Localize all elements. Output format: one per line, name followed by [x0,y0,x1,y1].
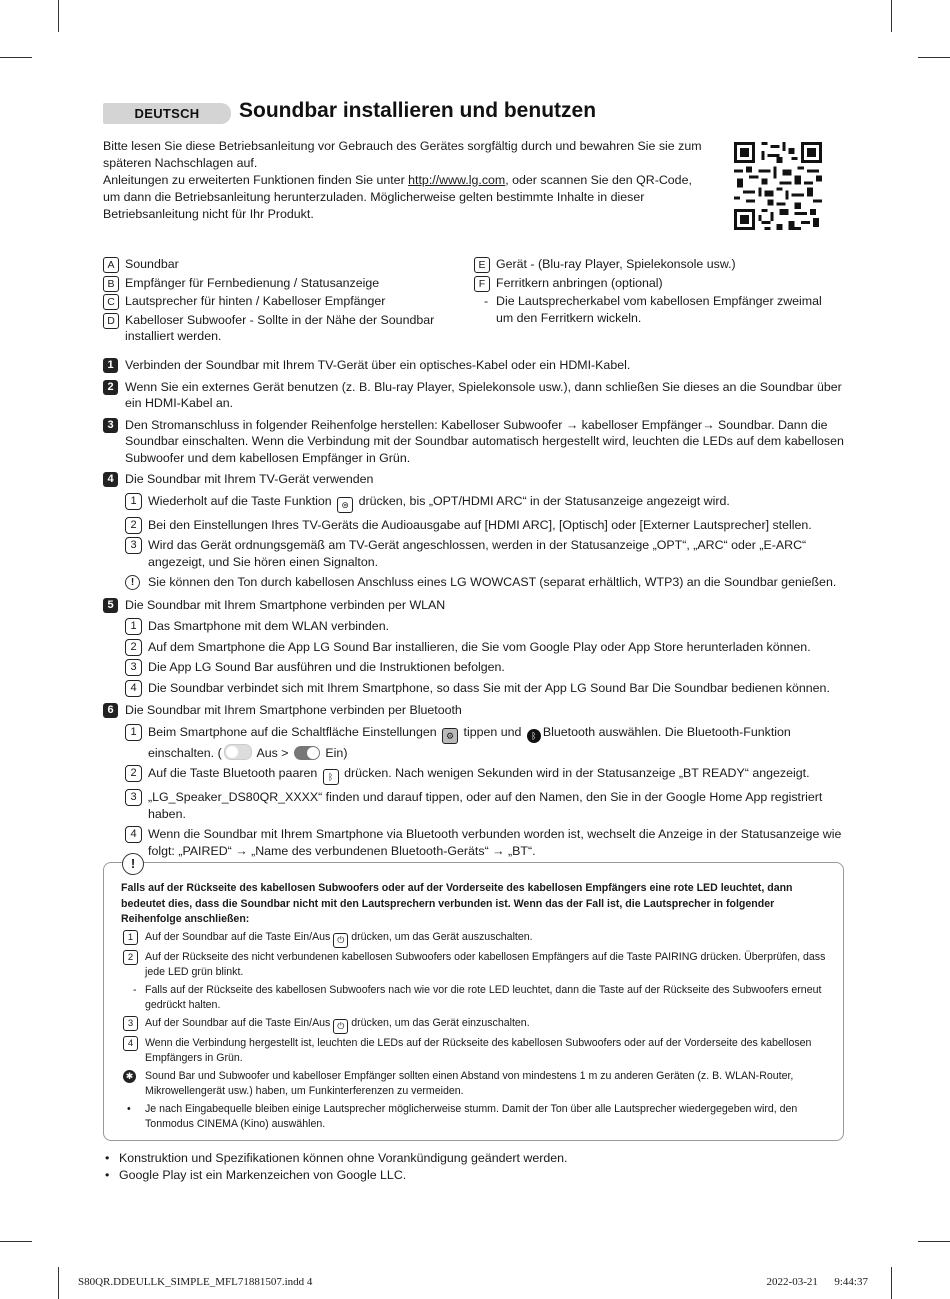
notice-text: Wenn die Verbindung hergestellt ist, leuchten die LEDs auf der Rückseite des kabellosen Subwoofers oder auf der Vorderseite des kabellosen Empfängers in Grün. [145,1036,812,1064]
arrow-right-icon: → [235,843,248,858]
sub-step-text: . [532,843,536,858]
notice-text: Je nach Eingabequelle bleiben einige Lautsprecher möglicherweise stumm. Damit der Ton über alle Lautsprecher wiedergegeben wird, den Tonmodus CINEMA (Kino) auswählen. [145,1102,798,1130]
bullet-marker: • [105,1168,110,1182]
qr-code [734,142,822,230]
notice-lead: Falls auf der Rückseite des kabellosen Subwoofers oder auf der Vorderseite des kabellosen Empfängers eine rote LED leuchtet, dann bedeutet dies, dass die Soundbar nicht mit den Lautsprechern verbunden ist. Wenn das der Fall ist, die Lautsprecher in folgender Reihenfolge anschließen: [121,882,793,925]
toggle-knob [226,746,238,758]
part-letter: D [103,313,119,329]
part-letter: F [474,276,490,292]
notice-text: Falls auf der Rückseite des kabellosen Subwoofers nach wie vor die rote LED leuchtet, dann die Taste auf der Rückseite des Subwoofers erneut gedrückt halten. [145,983,822,1011]
key-label: Ein/Aus [293,930,331,943]
bluetooth-button-icon: ᛒ [323,769,339,785]
sub-step-text: Das Smartphone mit dem WLAN verbinden. [148,619,390,633]
status-value: „BT“ [508,843,533,858]
instruction-steps [103,357,848,859]
parts-list-left [103,256,448,347]
notice-item-2 [121,950,831,981]
notice-item-number: 1 [123,930,138,945]
step-4 [103,471,848,488]
print-footer-timestamp [767,1276,868,1288]
key-label: Funktion [284,493,332,508]
part-label: Gerät - (Blu-ray Player, Spielekonsole usw.) [496,257,736,271]
sub-step-text: > [277,745,292,760]
bluetooth-label: Bluetooth [406,827,459,841]
arrow-right-icon: → [702,417,715,432]
part-item-d [103,312,448,345]
notice-item-bullet [121,1102,831,1133]
sub-step-text: Die Soundbar verbindet sich mit Ihrem Smartphone, so dass Sie mit der [148,680,545,695]
app-name: App LG Sound Bar [544,680,649,695]
status-value: „ARC“ [693,538,728,552]
part-label: Soundbar [125,257,179,271]
part-item-b [103,275,448,292]
sub-step-number: 2 [125,517,142,534]
status-value: „BT READY“ [678,766,749,780]
sub-step-text: angezeigt. [748,766,810,780]
sub-step-text: Auf dem Smartphone die [148,639,288,654]
step-heading: Die Soundbar mit Ihrem TV-Gerät verwenden [125,472,374,486]
sub-step-text: Die Soundbar bedienen können. [648,680,830,695]
step-5-sub-4 [103,680,848,697]
arrow-right-icon: → [565,417,579,432]
intro-text [103,138,703,223]
notice-item-number: 2 [123,950,138,965]
power-icon: ⏻ [333,933,348,948]
sub-step-number: 3 [125,789,142,806]
page-header [103,101,843,127]
footnotes [103,1150,843,1184]
step-text: Wenn Sie ein externes Gerät benutzen (z. B. Blu-ray Player, Spielekonsole usw.), dann schließen Sie dieses an die Soundbar über ein HDMI-Kabel an. [125,379,842,410]
sub-step-text: ausführen und die Instruktionen befolgen. [273,660,505,674]
part-letter: B [103,276,119,292]
step-1 [103,357,848,374]
crop-mark [0,57,32,58]
notice-text: drücken, um das Gerät auszuschalten. [348,930,533,943]
notice-item-4 [121,1036,831,1067]
notice-item-2-dash [121,983,831,1014]
step-number-badge: 2 [103,380,118,395]
crop-mark [58,0,59,32]
toggle-on-label: Ein [325,745,344,760]
toggle-knob [307,747,319,759]
step-5-sub-2 [103,639,848,656]
power-icon: ⏻ [333,1019,348,1034]
step-number-badge: 3 [103,418,118,433]
part-item-e [474,256,834,273]
step-5 [103,597,848,614]
intro-paragraph: Bitte lesen Sie diese Betriebsanleitung vor Gebrauch des Gerätes sorgfältig durch und bewahren Sie sie zum späteren Nachschlagen auf. [103,139,702,170]
page-title: Soundbar installieren und benutzen [239,99,597,122]
toggle-on-icon [294,746,320,760]
status-value: „OPT“ [652,538,687,552]
arrow-right-icon: → [492,843,505,858]
part-label: Kabelloser Subwoofer - Sollte in der Nähe der Soundbar installiert werden. [125,312,435,343]
crop-mark [891,1267,892,1299]
sub-step-number: 3 [125,537,142,554]
part-item-f [474,275,834,292]
sub-step-text: oder [727,538,760,552]
step-6-sub-2 [103,765,848,785]
notice-item-1 [121,930,831,948]
sub-step-text: tippen und [460,724,525,739]
toggle-off-icon [224,744,252,760]
notice-text: Auf der Soundbar auf die Taste [145,1016,294,1029]
step-6 [103,702,848,719]
notice-box [103,856,844,1141]
toggle-off-label: Aus [256,745,278,760]
part-letter: A [103,257,119,273]
intro-text-part: , oder scannen Sie den QR-Code, um dann die Betriebsanleitung herunterzuladen. Möglicherweise gelten bestimmte Inhalte in dieser Betriebsanleitung nicht für Ihr Produkt. [103,173,692,221]
step-2 [103,379,848,412]
sub-step-text: auswählen. Die [595,724,687,739]
intro-paragraph [103,172,703,223]
sub-step-text: „LG_Speaker_DS80QR_XXXX“ finden und darauf tippen, oder auf den Namen, den Sie in der Google Home App registriert haben. [148,790,823,821]
step-text-part: kabelloser Empfänger [578,417,703,432]
sub-step-text: Bei den Einstellungen Ihres TV-Geräts die Audioausgabe auf [HDMI ARC], [Optisch] oder [Externer Lautsprecher] stellen. [148,517,812,532]
sub-step-number: 4 [125,680,142,697]
bullet-marker: • [105,1151,110,1165]
step-6-sub-3 [103,789,848,822]
step-number-badge: 5 [103,598,118,613]
step-heading: Die Soundbar mit Ihrem Smartphone verbinden per Bluetooth [125,703,462,717]
step-6-sub-1 [103,724,848,762]
crop-mark [918,1241,950,1242]
sub-step-text: verbunden worden ist, wechselt die Anzeige in der Statusanzeige wie folgt: [148,827,842,858]
sub-step-number: 2 [125,639,142,656]
step-text-part: Den Stromanschluss in folgender Reihenfolge herstellen: Kabelloser Subwoofer [125,417,566,432]
crop-mark [891,0,892,32]
key-label: Bluetooth paaren [222,766,318,780]
crop-mark [0,1241,32,1242]
step-number-badge: 4 [103,472,118,487]
notice-text: Sound Bar und Subwoofer und kabelloser Empfänger sollten einen Abstand von mindestens 1 m zu anderen Geräten (z. B. WLAN-Router, Mikrowellengerät usw.) haben, um Funkinterferenzen zu vermeiden. [145,1069,794,1097]
intro-text-part: Anleitungen zu erweiterten Funktionen finden Sie unter [103,173,409,187]
exclamation-icon: ! [125,575,140,590]
bullet-marker: • [127,1102,131,1115]
note-text: Sie können den Ton durch kabellosen Anschluss eines LG WOWCAST (separat erhältlich, WTP3) an die Soundbar genießen. [148,575,837,589]
step-4-sub-2 [103,517,848,534]
notice-body [121,881,831,1133]
notice-item-star [121,1069,831,1100]
status-value: „PAIRED“ [178,843,232,858]
notice-item-number: 3 [123,1016,138,1031]
notice-text: drücken. Überprüfen, dass jede LED grün blinkt. [145,950,826,978]
part-label: Ferritkern anbringen (optional) [496,275,663,290]
notice-item-number: 4 [123,1036,138,1051]
step-4-sub-3 [103,537,848,570]
caution-star-icon: ✱ [123,1070,136,1083]
sub-step-number: 1 [125,618,142,635]
language-tag: DEUTSCH [103,103,231,124]
key-label: PAIRING [654,950,698,963]
crop-mark [918,57,950,58]
crop-mark [58,1267,59,1299]
sub-step-text: Wird das Gerät ordnungsgemäß am TV-Gerät angeschlossen, werden in der Statusanzeige [148,538,653,552]
footnote-text: Google Play ist ein Markenzeichen von Google LLC. [119,1168,407,1182]
status-value: „E-ARC“ [759,538,807,552]
footnote [103,1150,843,1167]
sub-step-text: , [686,538,694,552]
sub-step-number: 1 [125,493,142,510]
step-text: Verbinden der Soundbar mit Ihrem TV-Gerät über ein optisches-Kabel oder ein HDMI-Kabel. [125,358,631,372]
bluetooth-icon: ᛒ [527,729,541,743]
sub-step-number: 2 [125,765,142,782]
parts-list-right [474,256,834,326]
footnote [103,1167,843,1184]
sub-step-text: in der Statusanzeige angezeigt wird. [526,493,730,508]
sub-step-text: Wenn die Soundbar mit Ihrem Smartphone via [148,827,407,841]
sub-step-text: drücken. Nach wenigen Sekunden wird in der Statusanzeige [340,766,679,780]
sub-step-text: angezeigt, und Sie hören einen Signalton. [148,554,379,569]
settings-label: Einstellungen [362,724,437,739]
lg-website-link[interactable]: http://www.lg.com [408,173,506,187]
notice-item-3 [121,1016,831,1034]
part-label: Empfänger für Fernbedienung / Statusanzeige [125,275,380,290]
sub-step-text: Auf die Taste [148,766,223,780]
dash-marker: - [484,294,489,308]
bluetooth-label: Bluetooth [686,724,740,739]
sub-step-text: Die [148,660,170,674]
step-text-part: Soundbar. Dann die Soundbar einschalten. Wenn die Verbindung mit der Soundbar automatisch hergestellt wird, leuchten die LEDs auf dem kabellosen Subwoofer und dem kabellosen Empfänger in Grün. [125,417,844,465]
sub-step-number: 3 [125,659,142,676]
notice-text: Auf der Soundbar auf die Taste [145,930,294,943]
part-item-a [103,256,448,273]
exclamation-icon: ! [122,853,144,875]
sub-step-text: drücken, bis [355,493,429,508]
sub-step-text: Wiederholt auf die Taste [148,493,285,508]
key-label: Ein/Aus [293,1016,331,1029]
print-date: 2022-03-21 [766,1276,818,1288]
step-4-note [103,574,848,591]
sub-step-number: 4 [125,826,142,843]
sub-step-text: installieren, die Sie vom Google Play oder App Store herunterladen können. [391,639,811,654]
step-text [125,418,844,465]
status-value: „Name des verbundenen Bluetooth-Geräts“ [251,843,489,858]
step-heading: Die Soundbar mit Ihrem Smartphone verbinden per WLAN [125,597,446,612]
app-name: App LG Sound Bar [169,660,274,674]
step-number-badge: 6 [103,703,118,718]
part-letter: C [103,294,119,310]
sub-step-text: ) [343,745,348,760]
notice-text: Auf der Rückseite des nicht verbundenen kabellosen Subwoofers oder kabellosen Empfängers auf die Taste [145,950,655,963]
part-letter: E [474,257,490,273]
step-5-sub-3 [103,659,848,676]
sub-step-text: -Funktion einschalten. ( [148,724,791,760]
settings-gear-icon: ⚙ [442,728,458,744]
step-3 [103,417,848,467]
sub-step-number: 1 [125,724,142,741]
status-value: „OPT/HDMI ARC“ [428,493,527,508]
footnote-text: Konstruktion und Spezifikationen können ohne Vorankündigung geändert werden. [119,1151,568,1165]
step-5-sub-1 [103,618,848,635]
print-time: 9:44:37 [834,1276,868,1288]
step-6-sub-4 [103,826,848,859]
bluetooth-label: Bluetooth [542,724,596,739]
notice-text: drücken, um das Gerät einzuschalten. [348,1016,530,1029]
sub-step-text: Beim Smartphone auf die Schaltfläche [148,724,363,739]
app-name: App LG Sound Bar [287,639,392,654]
function-button-icon: ⊜ [337,497,353,513]
dash-marker: - [133,983,137,996]
part-item-c [103,293,448,310]
step-number-badge: 1 [103,358,118,373]
step-4-sub-1 [103,493,848,513]
ferrite-note-text: Die Lautsprecherkabel vom kabellosen Empfänger zweimal um den Ferritkern wickeln. [496,294,822,325]
ferrite-note [474,293,834,326]
print-footer-file: S80QR.DDEULLK_SIMPLE_MFL71881507.indd 4 [78,1276,313,1288]
part-label: Lautsprecher für hinten / Kabelloser Empfänger [125,294,386,308]
